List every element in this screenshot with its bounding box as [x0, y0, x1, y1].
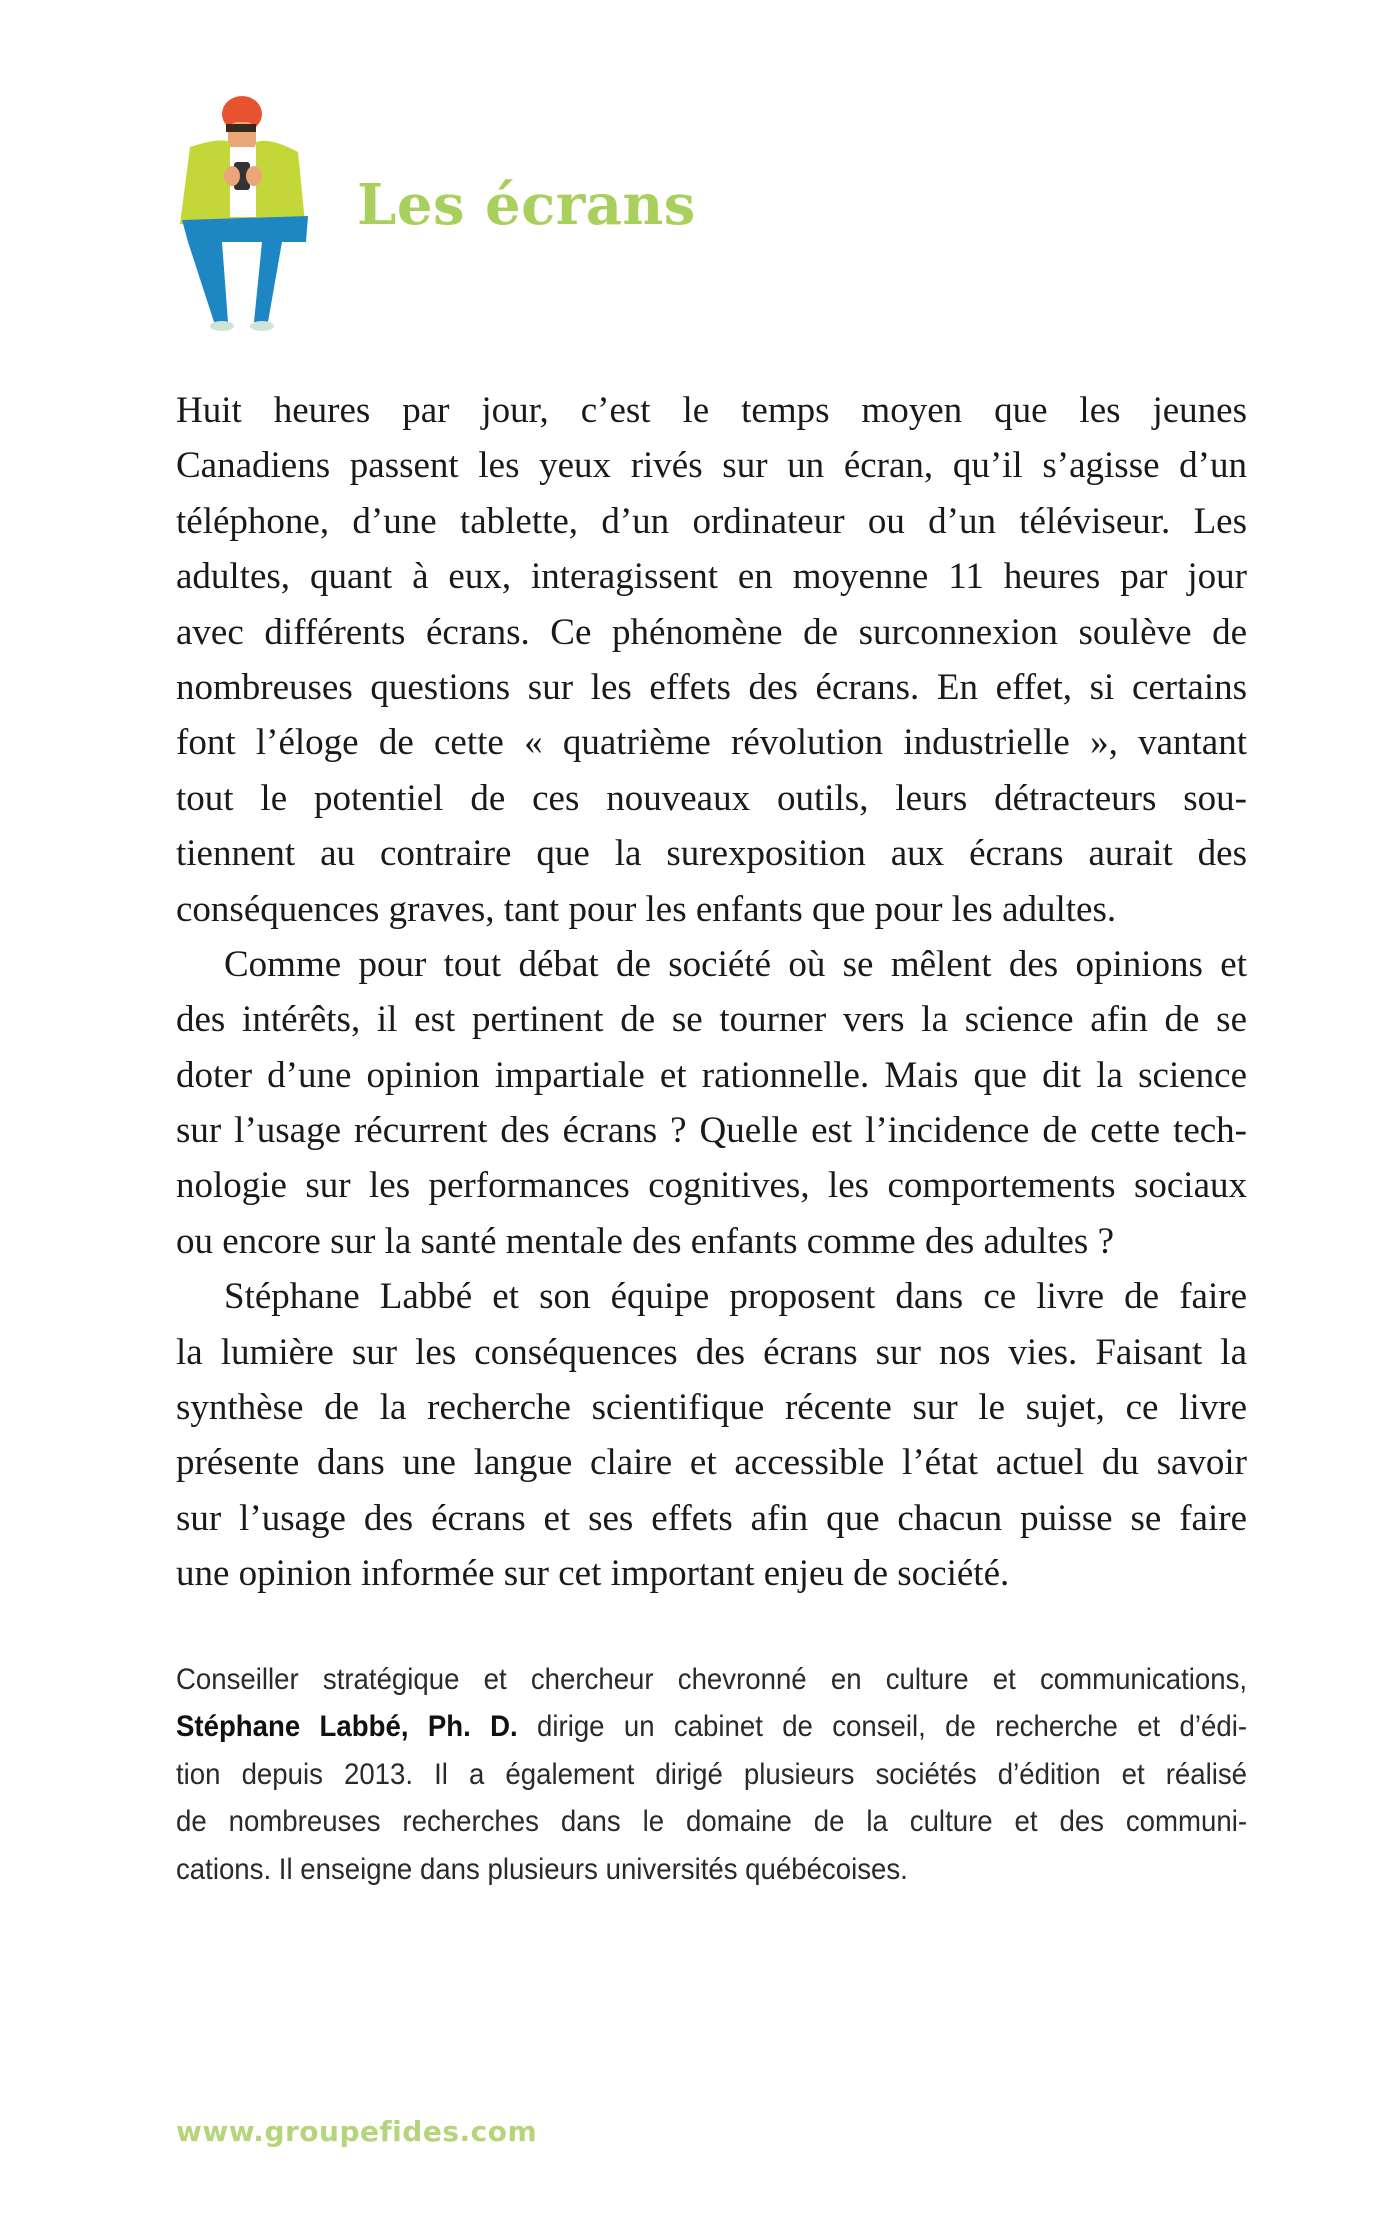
- paragraph-1: [176, 383, 1247, 937]
- publisher-url[interactable]: www.groupefides.com: [176, 2115, 538, 2148]
- paragraph-3: [176, 1269, 1247, 1601]
- page-title: Les écrans: [357, 172, 696, 238]
- text-line: des intérêts, il est pertinent de se tourner vers la science afin de se: [176, 999, 1247, 1041]
- bio-line: Conseiller stratégique et chercheur chevronné en culture et communications,: [176, 1663, 1248, 1696]
- bio-line: cations. Il enseigne dans plusieurs universités québécoises.: [176, 1852, 908, 1886]
- paragraph-2: [176, 937, 1247, 1269]
- text-line: tout le potentiel de ces nouveaux outils, leurs détracteurs sou-: [176, 777, 1247, 819]
- text-line: nologie sur les performances cognitives, les comportements sociaux: [176, 1165, 1247, 1207]
- text-line: doter d’une opinion impartiale et rationnelle. Mais que dit la science: [176, 1054, 1247, 1096]
- person-with-phone-illustration: [170, 92, 320, 337]
- text-line: adultes, quant à eux, interagissent en moyenne 11 heures par jour: [176, 556, 1247, 598]
- bio-line: tion depuis 2013. Il a également dirigé plusieurs sociétés d’édition et réalisé: [176, 1757, 1248, 1791]
- bio-line: [176, 1703, 1247, 1750]
- text-line: font l’éloge de cette « quatrième révolution industrielle », vantant: [176, 722, 1247, 764]
- text-line: présente dans une langue claire et accessible l’état actuel du savoir: [176, 1442, 1247, 1484]
- text-line: sur l’usage récurrent des écrans ? Quelle est l’incidence de cette tech-: [176, 1110, 1247, 1152]
- text-line: la lumière sur les conséquences des écrans sur nos vies. Faisant la: [176, 1331, 1247, 1373]
- text-line: sur l’usage des écrans et ses effets afin que chacun puisse se faire: [176, 1497, 1247, 1539]
- bio-line: de nombreuses recherches dans le domaine de la culture et des communi-: [176, 1805, 1248, 1839]
- text-line: téléphone, d’une tablette, d’un ordinateur ou d’un téléviseur. Les: [176, 500, 1247, 542]
- text-line: ou encore sur la santé mentale des enfants comme des adultes ?: [176, 1220, 1115, 1262]
- text-line: Stéphane Labbé et son équipe proposent dans ce livre de faire: [224, 1276, 1247, 1318]
- text-line: Huit heures par jour, c’est le temps moyen que les jeunes: [176, 390, 1247, 431]
- text-line: avec différents écrans. Ce phénomène de surconnexion soulève de: [176, 611, 1247, 653]
- text-line: tiennent au contraire que la surexposition aux écrans aurait des: [176, 833, 1247, 875]
- text-line: Canadiens passent les yeux rivés sur un écran, qu’il s’agisse d’un: [176, 445, 1247, 487]
- bio-line-text: dirige un cabinet de conseil, de recherche et d’édi-: [517, 1710, 1248, 1744]
- summary-text: [176, 383, 1247, 1602]
- author-name: Stéphane Labbé, Ph. D.: [176, 1710, 518, 1744]
- text-line: conséquences graves, tant pour les enfants que pour les adultes.: [176, 888, 1117, 930]
- text-line: une opinion informée sur cet important enjeu de société.: [176, 1553, 1010, 1595]
- text-line: synthèse de la recherche scientifique récente sur le sujet, ce livre: [176, 1387, 1247, 1429]
- author-bio: [176, 1656, 1247, 1893]
- text-line: nombreuses questions sur les effets des écrans. En effet, si certains: [176, 666, 1247, 708]
- text-line: Comme pour tout débat de société où se mêlent des opinions et: [224, 943, 1247, 985]
